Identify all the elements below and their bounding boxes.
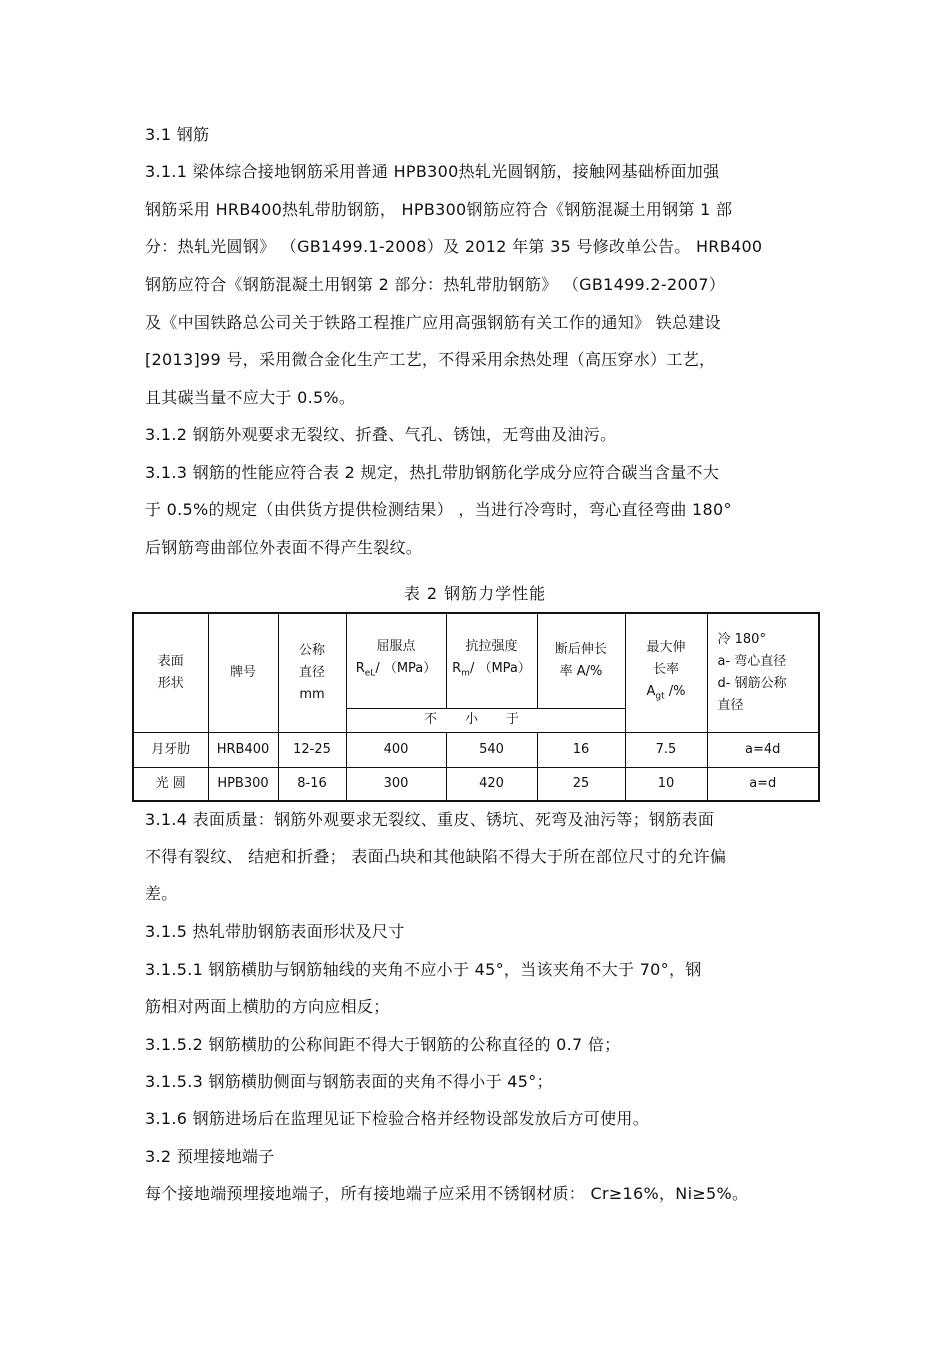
cell: 16 bbox=[537, 732, 625, 767]
cell: 10 bbox=[625, 767, 707, 801]
header-not-less-than: 不小于 bbox=[346, 708, 625, 732]
cell: 25 bbox=[537, 767, 625, 801]
cell: HRB400 bbox=[208, 732, 278, 767]
line: 3.1.5.2 钢筋横肋的公称间距不得大于钢筋的公称直径的 0.7 倍； bbox=[145, 1035, 621, 1054]
cell: 8-16 bbox=[278, 767, 346, 801]
line: 3.1.5.1 钢筋横肋与钢筋轴线的夹角不应小于 45°，当该夹角不大于 70°，钢 bbox=[145, 960, 702, 979]
line: 3.1.3 钢筋的性能应符合表 2 规定，热扎带肋钢筋化学成分应符合碳当含量不大 bbox=[145, 463, 720, 482]
table-caption: 表 2 钢筋力学性能 bbox=[403, 584, 547, 603]
header-shape: 表面 形状 bbox=[133, 613, 208, 732]
line: 及《中国铁路总公司关于铁路工程推广应用高强钢筋有关工作的通知》 铁总建设 bbox=[145, 313, 721, 332]
line: 3.1.2 钢筋外观要求无裂纹、折叠、气孔、锈蚀，无弯曲及油污。 bbox=[145, 425, 617, 444]
cell: 300 bbox=[346, 767, 446, 801]
line: 3.1.6 钢筋进场后在监理见证下检验合格并经物设部发放后方可使用。 bbox=[145, 1109, 649, 1128]
line: 差。 bbox=[145, 884, 178, 903]
line: [2013]99 号，采用微合金化生产工艺，不得采用余热处理（高压穿水）工艺， bbox=[145, 350, 716, 369]
line: 钢筋采用 HRB400热轧带肋钢筋， HPB300钢筋应符合《钢筋混凝土用钢第 1 部 bbox=[145, 200, 733, 219]
cell: 420 bbox=[446, 767, 537, 801]
line: 3.1.1 梁体综合接地钢筋采用普通 HPB300热轧光圆钢筋，接触网基础桥面加强 bbox=[145, 162, 720, 181]
cell: 400 bbox=[346, 732, 446, 767]
steel-properties-table bbox=[132, 612, 820, 802]
cell: 7.5 bbox=[625, 732, 707, 767]
table-row bbox=[133, 732, 819, 767]
line: 后钢筋弯曲部位外表面不得产生裂纹。 bbox=[145, 538, 423, 557]
line: 每个接地端预埋接地端子，所有接地端子应采用不锈钢材质： Cr≥16%，Ni≥5%。 bbox=[145, 1184, 749, 1203]
line: 筋相对两面上横肋的方向应相反； bbox=[145, 997, 390, 1016]
cell: 12-25 bbox=[278, 732, 346, 767]
line: 不得有裂纹、 结疤和折叠； 表面凸块和其他缺陷不得大于所在部位尺寸的允许偏 bbox=[145, 847, 727, 866]
cell: 月牙肋 bbox=[133, 732, 208, 767]
cell: 光 圆 bbox=[133, 767, 208, 801]
header-tensile: 抗拉强度 $R_m/$ （MPa） bbox=[446, 613, 537, 708]
line: 于 0.5%的规定（由供货方提供检测结果） ，当进行冷弯时，弯心直径弯曲 180° bbox=[145, 500, 732, 519]
line: 3.1 钢筋 bbox=[145, 125, 210, 144]
line: 3.2 预埋接地端子 bbox=[145, 1147, 275, 1166]
table-row bbox=[133, 767, 819, 801]
header-yield: 屈服点 $R_{eL}/$ （MPa） bbox=[346, 613, 446, 708]
cell: a=d bbox=[707, 767, 819, 801]
header-elongation: 断后伸长 率 A/% bbox=[537, 613, 625, 708]
line: 3.1.4 表面质量：钢筋外观要求无裂纹、重皮、锈坑、死弯及油污等；钢筋表面 bbox=[145, 810, 715, 829]
line: 且其碳当量不应大于 0.5%。 bbox=[145, 388, 356, 407]
header-grade: 牌号 bbox=[208, 613, 278, 732]
line: 3.1.5.3 钢筋横肋侧面与钢筋表面的夹角不得小于 45°； bbox=[145, 1072, 553, 1091]
header-cold-bend: 冷 180° a- 弯心直径 d- 钢筋公称 直径 bbox=[707, 613, 819, 732]
cell: a=4d bbox=[707, 732, 819, 767]
header-diameter: 公称 直径 mm bbox=[278, 613, 346, 732]
cell: HPB300 bbox=[208, 767, 278, 801]
line: 3.1.5 热轧带肋钢筋表面形状及尺寸 bbox=[145, 922, 405, 941]
line: 分：热轧光圆钢》 （GB1499.1-2008）及 2012 年第 35 号修改单公告。 HRB400 bbox=[145, 237, 763, 256]
header-max-elongation: 最大伸 长率 $A_{gt}$ /% bbox=[625, 613, 707, 732]
line: 钢筋应符合《钢筋混凝土用钢第 2 部分：热轧带肋钢筋》 （GB1499.2-2007） bbox=[145, 275, 726, 294]
cell: 540 bbox=[446, 732, 537, 767]
